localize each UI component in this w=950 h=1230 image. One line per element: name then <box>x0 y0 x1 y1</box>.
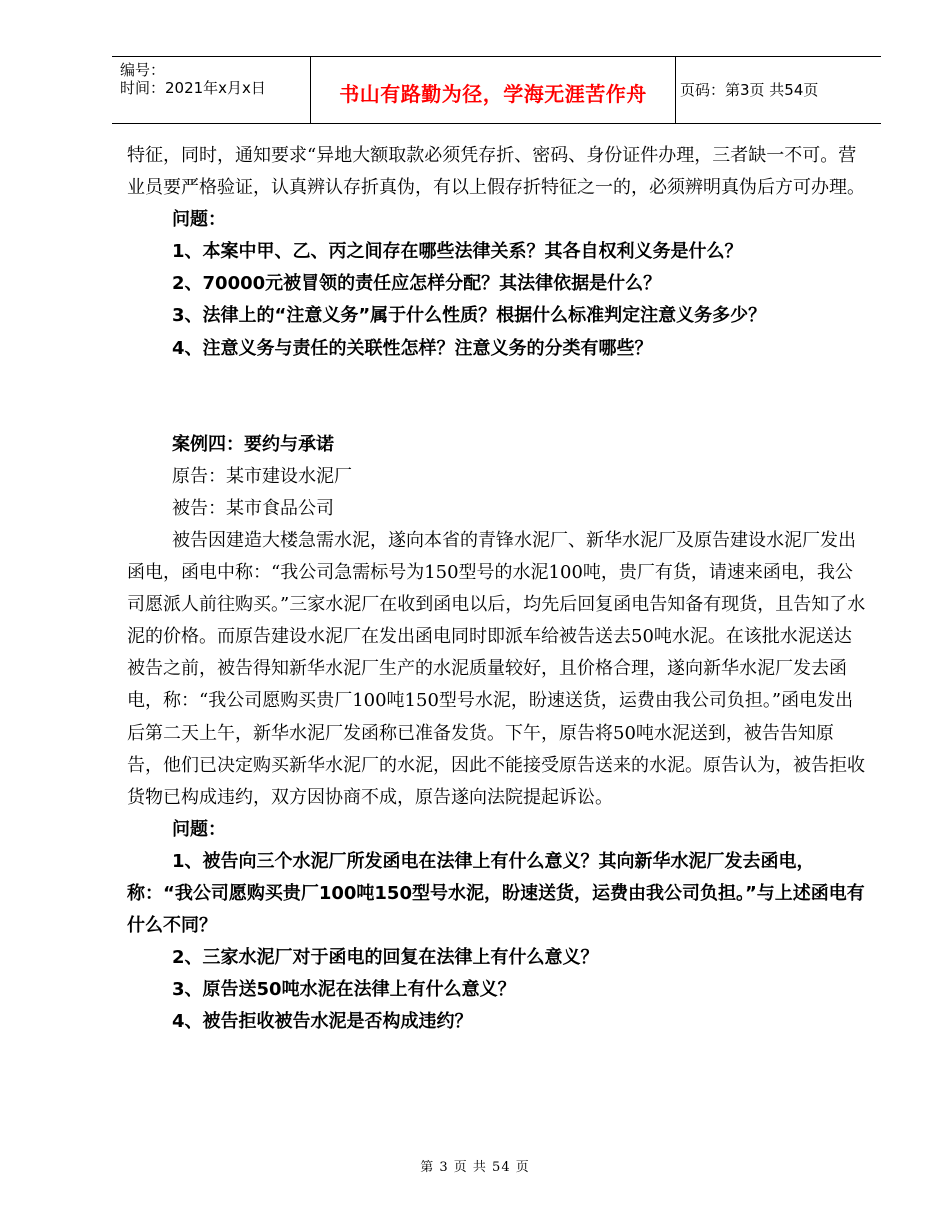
header-motto-cell <box>310 57 676 123</box>
header-page-number: 页码：第3页 共54页 <box>680 81 819 99</box>
question-item: 1、本案中甲、乙、丙之间存在哪些法律关系？其各自权利义务是什么？ <box>172 241 743 263</box>
header-page-cell <box>675 57 881 123</box>
spacer <box>127 365 867 429</box>
plaintiff-line: 原告：某市建设水泥厂 <box>172 465 352 487</box>
case-paragraph: 被告因建造大楼急需水泥，遂向本省的青锋水泥厂、新华水泥厂及原告建设水泥厂发出函电，函电中称：“我公司急需标号为150型号的水泥100吨，贵厂有货，请速来函电，我公司愿派人前往购买。”三家水泥厂在收到函电以后，均先后回复函电告知备有现货，且告知了水泥的价格。而原告建设水泥厂在发出函电同时即派车给被告送去50吨水泥。在该批水泥送达被告之前，被告得知新华水泥厂生产的水泥质量较好，且价格合理，遂向新华水泥厂发去函电，称：“我公司愿购买贵厂100吨150型号水泥，盼速送货，运费由我公司负担。”函电发出后第二天上午，新华水泥厂发函称已准备发货。下午，原告将50吨水泥送到，被告告知原告，他们已决定购买新华水泥厂的水泥，因此不能接受原告送来的水泥。原告认为，被告拒收货物已构成违约，双方因协商不成，原告遂向法院提起诉讼。 <box>127 529 866 808</box>
question-item: 3、法律上的“注意义务”属于什么性质？根据什么标准判定注意义务多少？ <box>172 305 767 327</box>
question-item: 2、三家水泥厂对于函电的回复在法律上有什么意义？ <box>172 947 599 969</box>
questions-heading-1: 问题： <box>172 209 226 231</box>
document-number: 编号： <box>120 61 166 79</box>
question-item: 3、原告送50吨水泥在法律上有什么意义？ <box>172 979 516 1001</box>
defendant-line: 被告：某市食品公司 <box>172 497 334 519</box>
question-item: 4、注意义务与责任的关联性怎样？注意义务的分类有哪些？ <box>172 337 653 359</box>
page-footer: 第 3 页 共 54 页 <box>420 1160 530 1175</box>
question-item: 2、70000元被冒领的责任应怎样分配？其法律依据是什么？ <box>172 273 662 295</box>
header-meta-cell <box>112 57 310 123</box>
question-item: 1、被告向三个水泥厂所发函电在法律上有什么意义？其向新华水泥厂发去函电，称：“我公司愿购买贵厂100吨150型号水泥，盼速送货，运费由我公司负担。”与上述函电有什么不同？ <box>127 850 865 937</box>
questions-heading-2: 问题： <box>172 818 226 840</box>
question-item: 4、被告拒收被告水泥是否构成违约？ <box>172 1011 473 1033</box>
document-time: 时间：2021年x月x日 <box>120 79 266 97</box>
continued-paragraph: 特征，同时，通知要求“异地大额取款必须凭存折、密码、身份证件办理，三者缺一不可。营业员要严格验证，认真辨认存折真伪，有以上假存折特征之一的，必须辨明真伪后方可办理。 <box>127 145 865 199</box>
document-header <box>112 56 881 124</box>
case-title: 案例四：要约与承诺 <box>172 433 334 455</box>
header-motto: 书山有路勤为径，学海无涯苦作舟 <box>339 82 647 106</box>
document-body <box>127 140 867 1038</box>
